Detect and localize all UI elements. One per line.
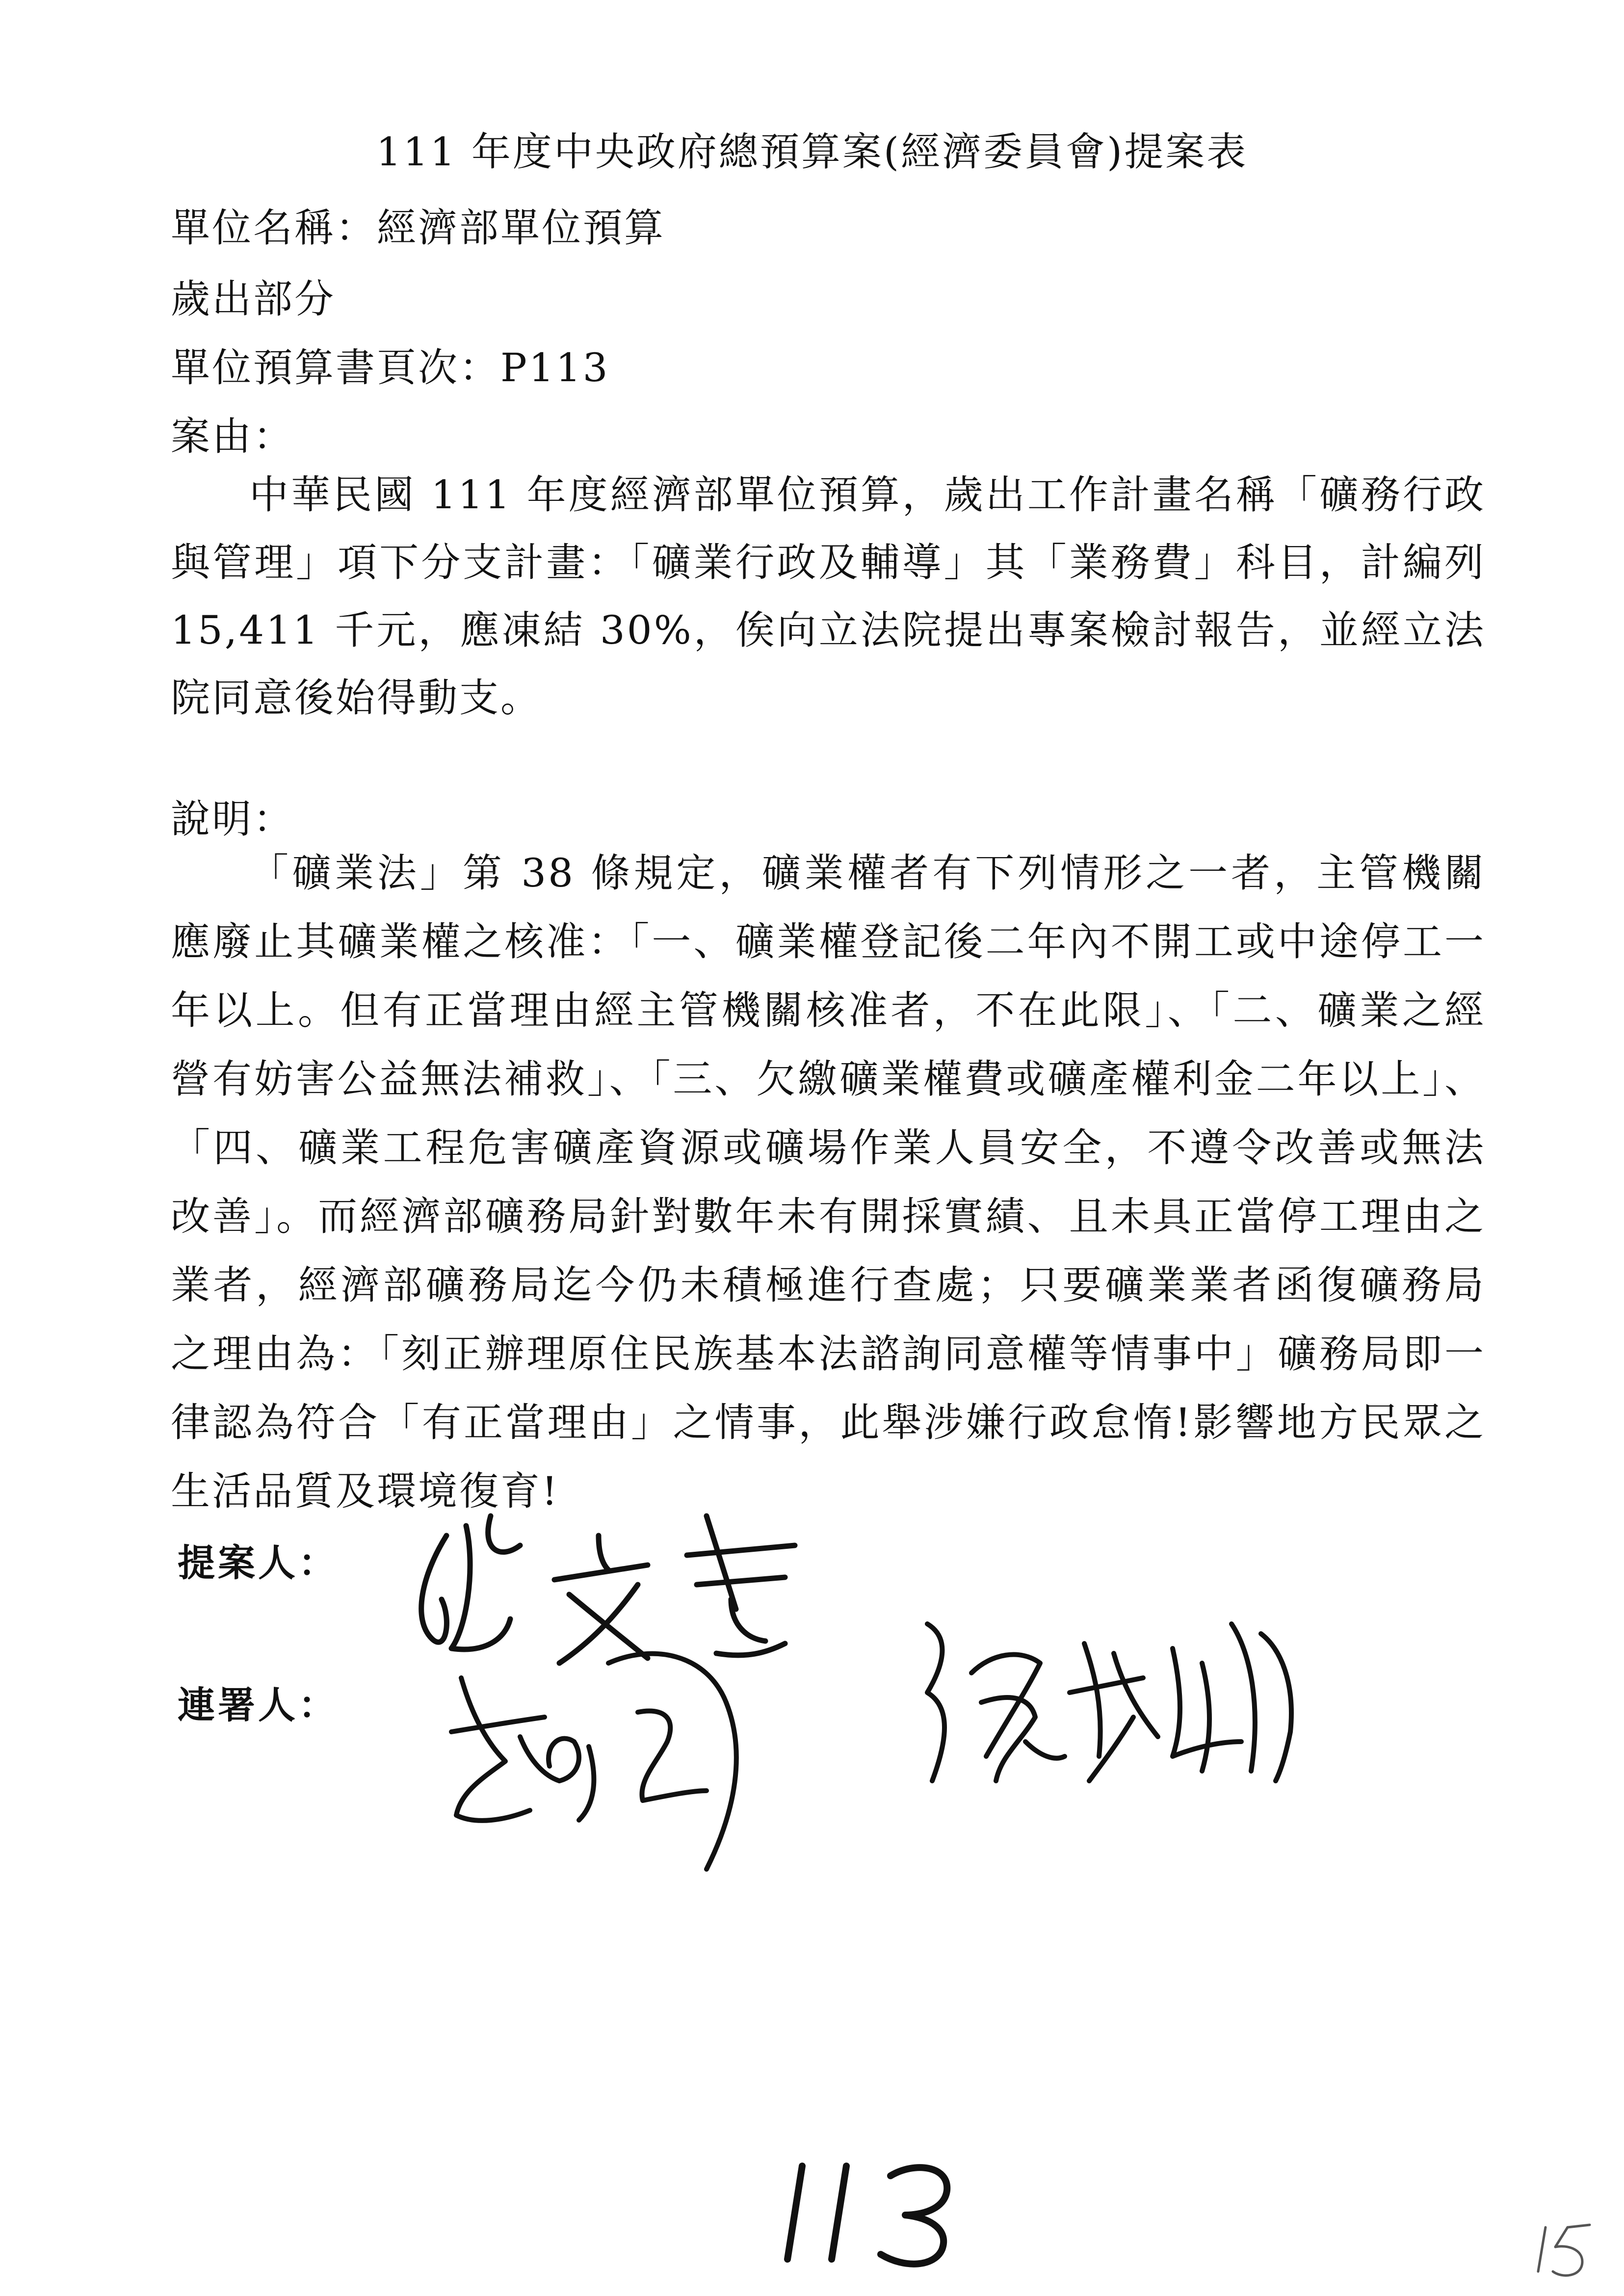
cosigner-signature-2 [908, 1594, 1310, 1820]
description-label: 說明： [171, 796, 294, 842]
document-title: 111 年度中央政府總預算案(經濟委員會)提案表 [376, 129, 1248, 175]
budget-page-line: 單位預算書頁次：P113 [171, 345, 610, 391]
handwritten-page-number [773, 2156, 979, 2269]
cosigner-signature-1 [432, 1614, 824, 1889]
proposer-label: 提案人： [178, 1541, 339, 1585]
reason-paragraph: 中華民國 111 年度經濟部單位預算，歲出工作計畫名稱「礦務行政與管理」項下分支計畫：「礦業行政及輔導」其「業務費」科目，計編列 15,411 千元，應凍結 30%，俟向立法院提出專案檢討報告，並經立法院同意後始得動支。 [171, 472, 1486, 721]
description-paragraph: 「礦業法」第 38 條規定，礦業權者有下列情形之一者，主管機關應廢止其礦業權之核准：「一、礦業權登記後二年內不開工或中途停工一年以上。但有正當理由經主管機關核准者，不在此限」、「二、礦業之經營有妨害公益無法補救」、「三、欠繳礦業權費或礦產權利金二年以上」、「四、礦業工程危害礦產資源或礦場作業人員安全，不遵令改善或無法改善」。而經濟部礦務局針對數年未有開採實績、且未具正當停工理由之業者，經濟部礦務局迄今仍未積極進行查處；只要礦業業者函復礦務局之理由為：「刻正辦理原住民族基本法諮詢同意權等情事中」礦務局即一律認為符合「有正當理由」之情事，此舉涉嫌行政怠惰!影響地方民眾之生活品質及環境復育! [171, 850, 1486, 1514]
cosigner-label: 連署人： [178, 1683, 339, 1727]
section-line: 歲出部分 [171, 276, 336, 322]
corner-handwritten-mark [1528, 2218, 1602, 2281]
reason-label: 案由： [171, 414, 294, 459]
unit-name-line: 單位名稱：經濟部單位預算 [171, 205, 665, 251]
